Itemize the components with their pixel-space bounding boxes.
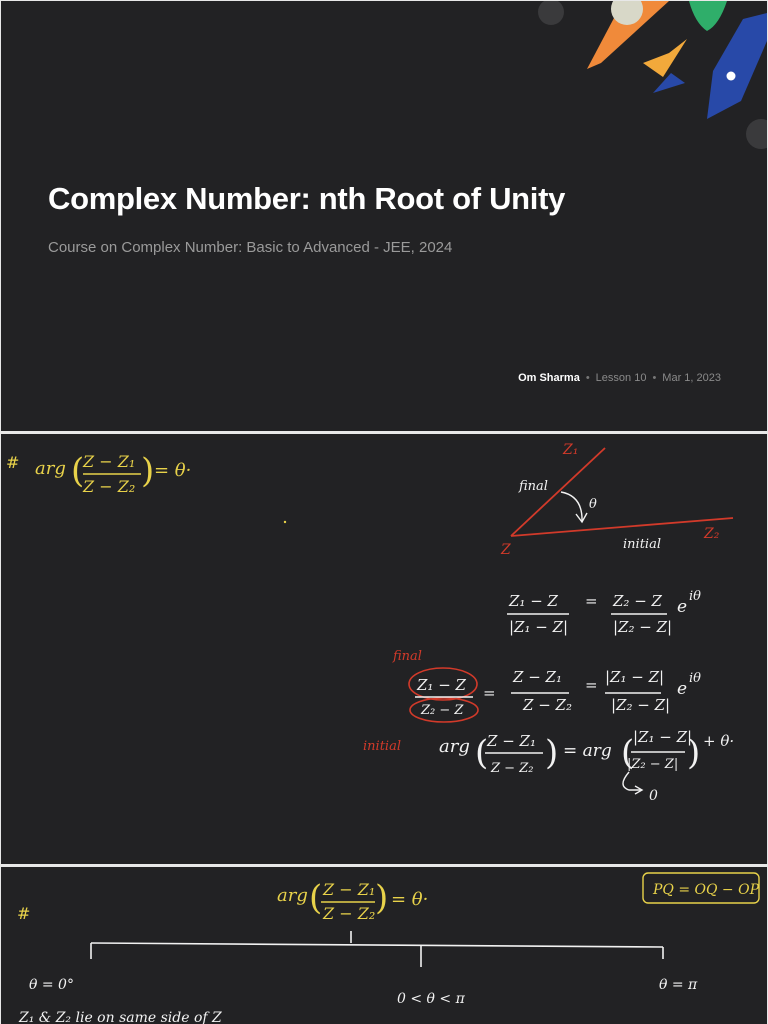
vector-formula: PQ = OQ − OP bbox=[653, 882, 760, 898]
eq2-equals-1: = bbox=[483, 684, 496, 702]
notes-slide-2 bbox=[1, 867, 767, 1024]
course-subtitle: Course on Complex Number: Basic to Advanced - JEE, 2024 bbox=[48, 239, 453, 256]
eq1-right-numerator: Z₂ − Z bbox=[613, 592, 662, 610]
pen-dot-icon bbox=[727, 72, 736, 81]
eq1-right-denominator: |Z₂ − Z| bbox=[613, 618, 673, 636]
eq3-paren-left-2: ( bbox=[621, 733, 635, 773]
label-theta: θ bbox=[589, 497, 597, 512]
paren-left: ( bbox=[71, 451, 85, 491]
eq2-equals-2: = bbox=[585, 676, 598, 694]
lesson-meta bbox=[518, 372, 721, 384]
eq3-numerator: Z − Z₁ bbox=[487, 732, 536, 750]
numerator-2: Z − Z₁ bbox=[323, 880, 376, 899]
arg-text: arg bbox=[35, 458, 66, 479]
eq2-exp-power: iθ bbox=[689, 671, 701, 686]
bow-shape-icon bbox=[643, 39, 687, 77]
eq3-plus-theta: + θ· bbox=[703, 732, 735, 750]
decor-circle-2 bbox=[746, 119, 767, 149]
red-initial-label: initial bbox=[363, 739, 401, 754]
paren-left-2: ( bbox=[309, 878, 323, 918]
eq1-exp-base: e bbox=[677, 597, 688, 617]
eq3-arg: arg bbox=[439, 736, 470, 757]
red-final-label: final bbox=[393, 649, 422, 664]
case-theta-pi: θ = π bbox=[659, 977, 698, 993]
label-z: Z bbox=[501, 542, 511, 558]
eq2-middle-denominator: Z − Z₂ bbox=[523, 696, 572, 714]
lesson-number: Lesson 10 bbox=[595, 372, 647, 384]
eq3-zero: 0 bbox=[649, 788, 658, 804]
eq2-right-denominator: |Z₂ − Z| bbox=[611, 696, 671, 714]
paren-right-2: ) bbox=[375, 878, 389, 918]
eq2-left-numerator: Z₁ − Z bbox=[417, 676, 466, 694]
label-z2: Z₂ bbox=[704, 526, 720, 542]
eq3-paren-right-2: ) bbox=[687, 733, 701, 773]
page-title: Complex Number: nth Root of Unity bbox=[48, 181, 566, 216]
handwritten-notes-1 bbox=[1, 434, 767, 864]
eq2-right-numerator: |Z₁ − Z| bbox=[605, 668, 665, 686]
author-name: Om Sharma bbox=[518, 372, 580, 384]
eq3-equals-arg: = arg bbox=[563, 741, 612, 761]
case-theta-between: 0 < θ < π bbox=[397, 991, 465, 1007]
meta-separator: • bbox=[652, 372, 657, 384]
green-shape-icon bbox=[689, 1, 727, 31]
eq2-exp-base: e bbox=[677, 679, 688, 699]
equals-theta-2: = θ· bbox=[391, 889, 429, 910]
meta-separator: • bbox=[585, 372, 590, 384]
equals-theta: = θ· bbox=[154, 460, 192, 481]
label-final: final bbox=[519, 479, 548, 494]
eq2-middle-numerator: Z − Z₁ bbox=[513, 668, 562, 686]
decor-circle-1 bbox=[538, 1, 564, 25]
eq1-exp-power: iθ bbox=[689, 589, 701, 604]
notes-slide-1 bbox=[1, 434, 767, 864]
bow-knot-icon bbox=[653, 73, 685, 93]
handwritten-notes-2 bbox=[1, 867, 767, 1024]
eq1-equals: = bbox=[585, 592, 598, 610]
fraction-denominator: Z − Z₂ bbox=[83, 477, 136, 496]
eq2-left-denominator: Z₂ − Z bbox=[421, 703, 464, 718]
label-z1: Z₁ bbox=[563, 442, 579, 458]
hash-mark-2: # bbox=[17, 904, 31, 923]
tree-bar bbox=[91, 943, 663, 947]
eq1-left-denominator: |Z₁ − Z| bbox=[509, 618, 569, 636]
fraction-numerator: Z − Z₁ bbox=[83, 452, 136, 471]
hash-mark: # bbox=[6, 453, 20, 472]
case-theta-zero: θ = 0° bbox=[29, 977, 74, 993]
title-slide bbox=[1, 1, 767, 431]
lesson-date: Mar 1, 2023 bbox=[662, 372, 721, 384]
label-initial: initial bbox=[623, 537, 661, 552]
eq3-right-denominator: |Z₂ − Z| bbox=[627, 757, 679, 772]
ray-initial bbox=[511, 518, 733, 536]
eq3-paren-right: ) bbox=[545, 733, 559, 773]
eq1-left-numerator: Z₁ − Z bbox=[509, 592, 558, 610]
stray-dot bbox=[284, 521, 286, 523]
paren-right: ) bbox=[141, 451, 155, 491]
arg-text-2: arg bbox=[277, 885, 308, 906]
case-zero-note: Z₁ & Z₂ lie on same side of Z bbox=[19, 1010, 222, 1024]
blue-pen-icon bbox=[707, 13, 767, 119]
denominator-2: Z − Z₂ bbox=[323, 904, 376, 923]
eq3-denominator: Z − Z₂ bbox=[491, 761, 534, 776]
eq3-paren-left: ( bbox=[475, 733, 489, 773]
eq3-right-numerator: |Z₁ − Z| bbox=[633, 728, 693, 746]
